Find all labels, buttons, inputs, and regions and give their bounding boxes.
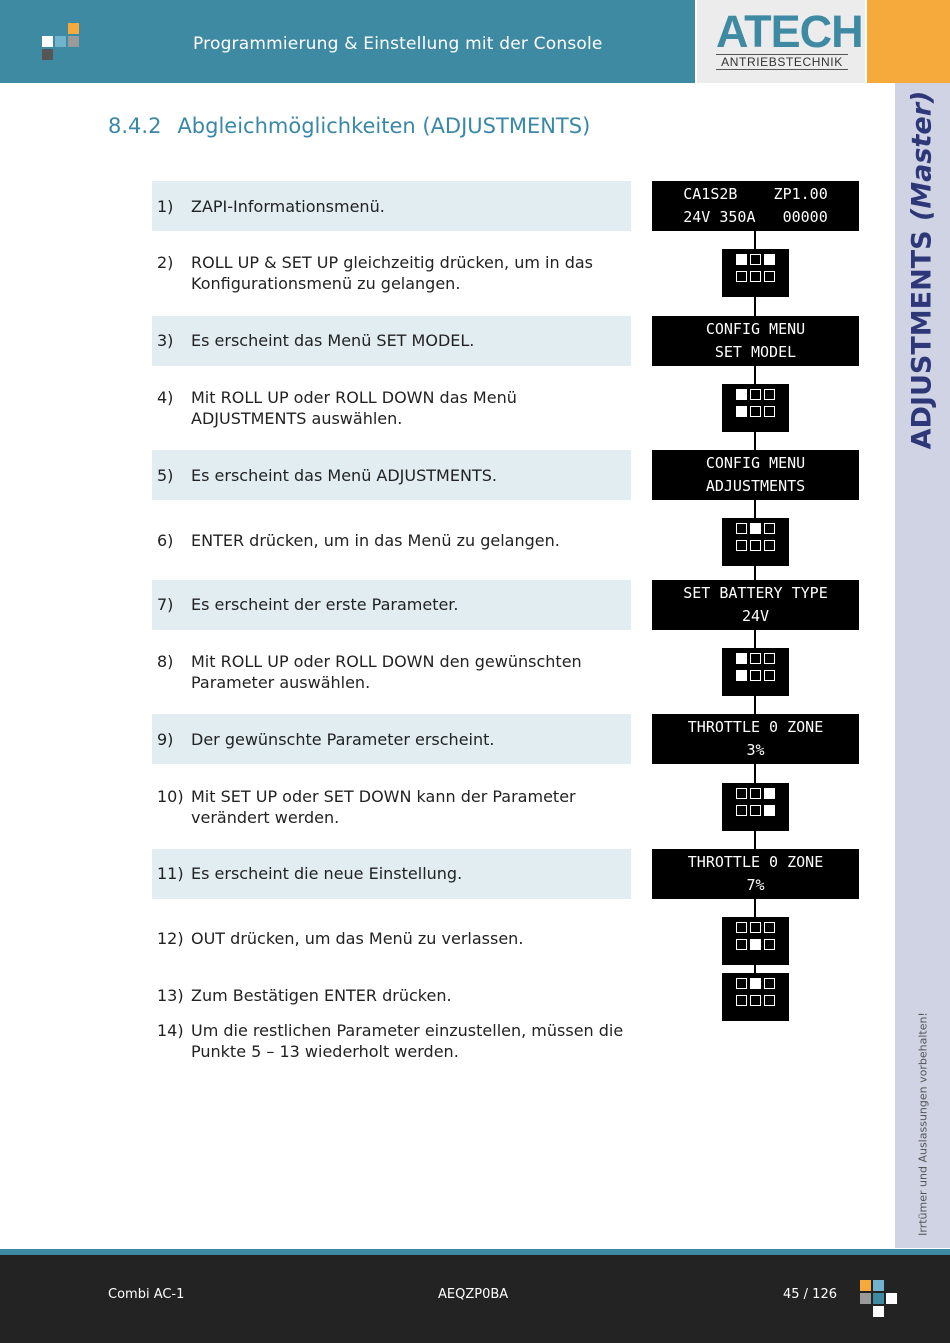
display-line-1: CONFIG MENU	[705, 454, 806, 472]
step-number: 14)	[157, 1021, 184, 1040]
console-keypad	[722, 917, 789, 965]
footer-squares-icon	[860, 1280, 900, 1320]
step-text: OUT drücken, um das Menü zu verlassen.	[191, 929, 524, 948]
keypad-row-bottom	[722, 271, 789, 282]
key-icon	[750, 540, 761, 551]
console-keypad	[722, 384, 789, 432]
key-pressed-icon	[736, 406, 747, 417]
key-icon	[736, 978, 747, 989]
key-icon	[750, 670, 761, 681]
console-keypad	[722, 648, 789, 696]
key-icon	[736, 922, 747, 933]
key-icon	[764, 995, 775, 1006]
footer-doc-code: AEQZP0BA	[438, 1287, 509, 1302]
step-number: 11)	[157, 864, 184, 883]
key-icon	[764, 939, 775, 950]
display-line-1: SET BATTERY TYPE	[683, 584, 828, 602]
key-pressed-icon	[764, 788, 775, 799]
key-icon	[764, 670, 775, 681]
header-title: Programmierung & Einstellung mit der Console	[193, 34, 603, 54]
key-icon	[750, 805, 761, 816]
step-row	[152, 316, 631, 366]
keypad-row-bottom	[722, 540, 789, 551]
key-icon	[736, 788, 747, 799]
step-text: ROLL UP & SET UP gleichzeitig drücken, um in das Konfigurationsmenü zu gelangen.	[191, 253, 593, 293]
step-number: 1)	[157, 197, 174, 216]
key-icon	[750, 271, 761, 282]
key-icon	[736, 995, 747, 1006]
footer-page-number: 45 / 126	[783, 1287, 837, 1302]
step-number: 4)	[157, 388, 174, 407]
footer-product: Combi AC-1	[108, 1287, 185, 1302]
display-line-2: ADJUSTMENTS	[705, 477, 806, 495]
keypad-row-bottom	[722, 670, 789, 681]
step-text: ENTER drücken, um in das Menü zu gelangen.	[191, 531, 560, 550]
side-section-title	[907, 91, 938, 450]
key-pressed-icon	[764, 805, 775, 816]
step-text: Es erscheint das Menü ADJUSTMENTS.	[191, 466, 497, 485]
keypad-row-top	[722, 523, 789, 534]
key-icon	[750, 995, 761, 1006]
step-number: 6)	[157, 531, 174, 550]
step-row	[152, 580, 631, 630]
display-line-2: 24V 350A 00000	[683, 208, 828, 226]
step-number: 12)	[157, 929, 184, 948]
display-line-2: 3%	[746, 741, 765, 759]
key-icon	[764, 978, 775, 989]
keypad-row-top	[722, 788, 789, 799]
display-line-2: 7%	[746, 876, 765, 894]
console-keypad	[722, 518, 789, 566]
step-text: Es erscheint die neue Einstellung.	[191, 864, 463, 883]
console-display	[652, 181, 859, 231]
key-icon	[764, 653, 775, 664]
key-icon	[764, 523, 775, 534]
key-pressed-icon	[764, 254, 775, 265]
step-text: Mit SET UP oder SET DOWN kann der Parameter verändert werden.	[191, 787, 576, 827]
key-pressed-icon	[750, 978, 761, 989]
key-pressed-icon	[736, 389, 747, 400]
console-display	[652, 849, 859, 899]
key-pressed-icon	[736, 670, 747, 681]
console-keypad	[722, 973, 789, 1021]
keypad-row-top	[722, 922, 789, 933]
step-text: Der gewünschte Parameter erscheint.	[191, 730, 495, 749]
display-line-2: SET MODEL	[714, 343, 797, 361]
key-icon	[764, 922, 775, 933]
disclaimer-note: Irrtümer und Auslassungen vorbehalten!	[916, 1012, 930, 1236]
keypad-row-top	[722, 254, 789, 265]
step-text: Mit ROLL UP oder ROLL DOWN das Menü ADJUSTMENTS auswählen.	[191, 388, 517, 428]
step-number: 9)	[157, 730, 174, 749]
key-icon	[764, 389, 775, 400]
step-text: Mit ROLL UP oder ROLL DOWN den gewünschten Parameter auswählen.	[191, 652, 582, 692]
step-text: Es erscheint das Menü SET MODEL.	[191, 331, 475, 350]
step-text: Um die restlichen Parameter einzustellen, müssen die Punkte 5 – 13 wiederholt werden.	[191, 1021, 624, 1061]
step-number: 10)	[157, 787, 184, 806]
console-display	[652, 450, 859, 500]
step-row	[152, 714, 631, 764]
display-line-1: CA1S2B ZP1.00	[683, 185, 828, 203]
console-keypad	[722, 783, 789, 831]
side-title-italic: (Master)	[906, 90, 938, 222]
key-icon	[750, 389, 761, 400]
keypad-row-bottom	[722, 995, 789, 1006]
console-display	[652, 714, 859, 764]
section-number: 8.4.2	[108, 114, 162, 138]
key-icon	[736, 523, 747, 534]
step-number: 13)	[157, 986, 184, 1005]
keypad-row-top	[722, 389, 789, 400]
atech-logo-subtext: ANTRIEBSTECHNIK	[716, 54, 848, 70]
header-squares-icon	[42, 23, 82, 61]
step-text: ZAPI-Informationsmenü.	[191, 197, 385, 216]
step-row	[152, 181, 631, 231]
key-icon	[750, 406, 761, 417]
console-display	[652, 580, 859, 630]
section-title: Abgleichmöglichkeiten (ADJUSTMENTS)	[177, 114, 591, 138]
step-text: Zum Bestätigen ENTER drücken.	[191, 986, 452, 1005]
step-number: 7)	[157, 595, 174, 614]
key-icon	[750, 254, 761, 265]
step-number: 2)	[157, 253, 174, 272]
key-pressed-icon	[750, 523, 761, 534]
section-heading	[108, 114, 590, 138]
key-icon	[736, 271, 747, 282]
keypad-row-bottom	[722, 939, 789, 950]
key-icon	[750, 788, 761, 799]
key-icon	[750, 922, 761, 933]
step-number: 8)	[157, 652, 174, 671]
keypad-row-top	[722, 978, 789, 989]
key-icon	[764, 271, 775, 282]
step-number: 3)	[157, 331, 174, 350]
key-pressed-icon	[736, 653, 747, 664]
console-display	[652, 316, 859, 366]
key-icon	[736, 939, 747, 950]
keypad-row-top	[722, 653, 789, 664]
keypad-row-bottom	[722, 406, 789, 417]
key-pressed-icon	[736, 254, 747, 265]
display-line-2: 24V	[741, 607, 770, 625]
key-icon	[750, 653, 761, 664]
keypad-row-bottom	[722, 805, 789, 816]
key-icon	[736, 805, 747, 816]
key-icon	[764, 406, 775, 417]
side-title-main: ADJUSTMENTS	[906, 221, 938, 450]
step-row	[152, 849, 631, 899]
key-pressed-icon	[750, 939, 761, 950]
display-line-1: THROTTLE 0 ZONE	[687, 718, 824, 736]
key-icon	[736, 540, 747, 551]
console-keypad	[722, 249, 789, 297]
step-row	[152, 450, 631, 500]
display-line-1: CONFIG MENU	[705, 320, 806, 338]
step-text: Es erscheint der erste Parameter.	[191, 595, 459, 614]
key-icon	[764, 540, 775, 551]
atech-logo: ATECH	[716, 6, 863, 57]
step-number: 5)	[157, 466, 174, 485]
display-line-1: THROTTLE 0 ZONE	[687, 853, 824, 871]
header-orange-block	[867, 0, 950, 83]
